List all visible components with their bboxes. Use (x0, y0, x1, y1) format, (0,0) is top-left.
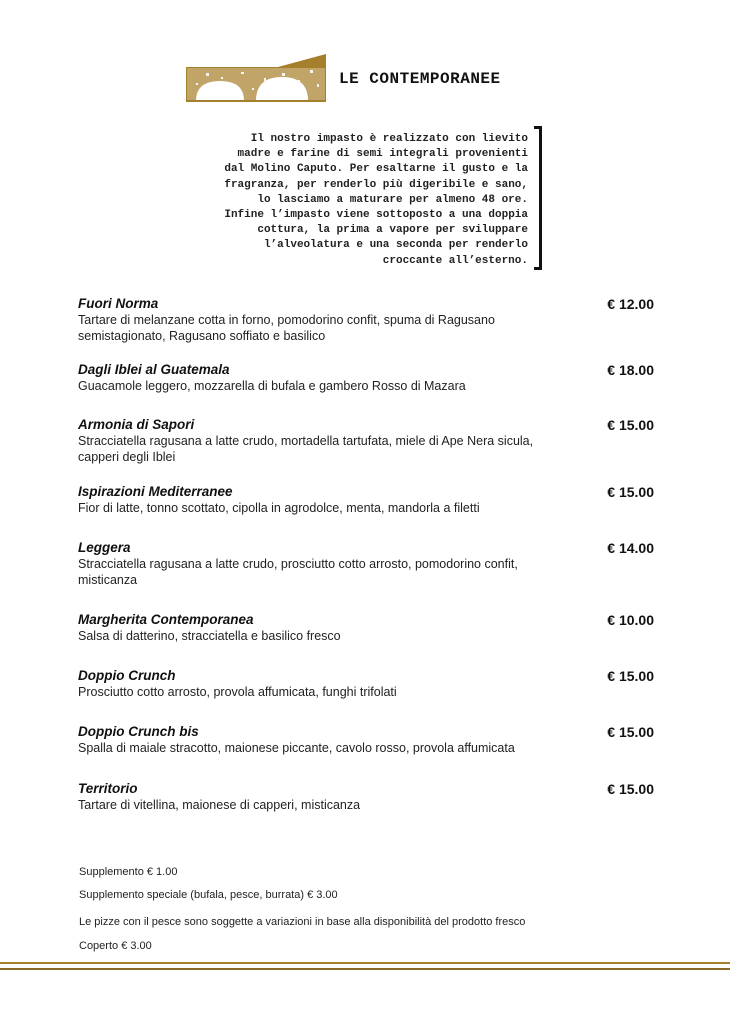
special-supplement-note: Supplemento speciale (bufala, pesce, burrata) € 3.00 (79, 889, 338, 901)
menu-item (78, 484, 654, 516)
menu-item (78, 724, 654, 756)
item-name: Armonia di Sapori (78, 417, 195, 432)
footer-divider-top (0, 962, 730, 964)
item-price: € 14.00 (607, 540, 654, 556)
item-description: Tartare di vitellina, maionese di capperi, misticanza (78, 798, 361, 812)
item-name: Margherita Contemporanea (78, 612, 254, 627)
item-price: € 10.00 (607, 612, 654, 628)
menu-item (78, 296, 654, 344)
section-title: LE CONTEMPORANEE (339, 70, 501, 88)
item-description: Salsa di datterino, stracciatella e basilico fresco (78, 629, 341, 643)
item-price: € 18.00 (607, 362, 654, 378)
item-description: Prosciutto cotto arrosto, provola affumicata, funghi trifolati (78, 685, 397, 699)
intro-text: Il nostro impasto è realizzato con lievito madre e farine di semi integrali provenienti dal Molino Caputo. Per esaltarne il gusto e la fragranza, per renderlo più digeribile e sano, lo lasciamo a maturare per almeno 48 ore. Infine l’impasto viene sottoposto a una doppia cottura, la prima a vapore per sviluppare l’alveolatura e una seconda per renderlo croccante all’esterno. (224, 133, 528, 267)
menu-item (78, 668, 654, 700)
bridge-logo-icon (186, 53, 328, 103)
item-price: € 15.00 (607, 484, 654, 500)
item-description: Guacamole leggero, mozzarella di bufala e gambero Rosso di Mazara (78, 379, 466, 393)
item-description: Stracciatella ragusana a latte crudo, prosciutto cotto arrosto, pomodorino confit, misticanza (78, 557, 518, 587)
cover-charge: Coperto € 3.00 (79, 940, 152, 952)
item-description: Tartare di melanzane cotta in forno, pomodorino confit, spuma di Ragusano semistagionato, Ragusano soffiato e basilico (78, 313, 495, 343)
menu-item (78, 362, 654, 394)
intro-box (188, 126, 542, 270)
item-price: € 15.00 (607, 781, 654, 797)
item-price: € 15.00 (607, 417, 654, 433)
item-name: Fuori Norma (78, 296, 159, 311)
item-price: € 12.00 (607, 296, 654, 312)
item-name: Ispirazioni Mediterranee (78, 484, 233, 499)
item-price: € 15.00 (607, 668, 654, 684)
menu-item (78, 612, 654, 644)
menu-item (78, 540, 654, 588)
item-name: Leggera (78, 540, 131, 555)
intro-bracket (534, 126, 542, 270)
item-name: Dagli Iblei al Guatemala (78, 362, 230, 377)
item-description: Fior di latte, tonno scottato, cipolla in agrodolce, menta, mandorla a filetti (78, 501, 480, 515)
menu-item (78, 781, 654, 813)
menu-item (78, 417, 654, 465)
item-name: Territorio (78, 781, 138, 796)
item-name: Doppio Crunch (78, 668, 176, 683)
footer-divider-bottom (0, 968, 730, 970)
item-price: € 15.00 (607, 724, 654, 740)
fish-note: Le pizze con il pesce sono soggette a variazioni in base alla disponibilità del prodotto fresco (79, 916, 526, 928)
item-description: Stracciatella ragusana a latte crudo, mortadella tartufata, miele di Ape Nera sicula, capperi degli Iblei (78, 434, 534, 464)
item-name: Doppio Crunch bis (78, 724, 199, 739)
supplement-note: Supplemento € 1.00 (79, 866, 178, 878)
item-description: Spalla di maiale stracotto, maionese piccante, cavolo rosso, provola affumicata (78, 741, 515, 755)
